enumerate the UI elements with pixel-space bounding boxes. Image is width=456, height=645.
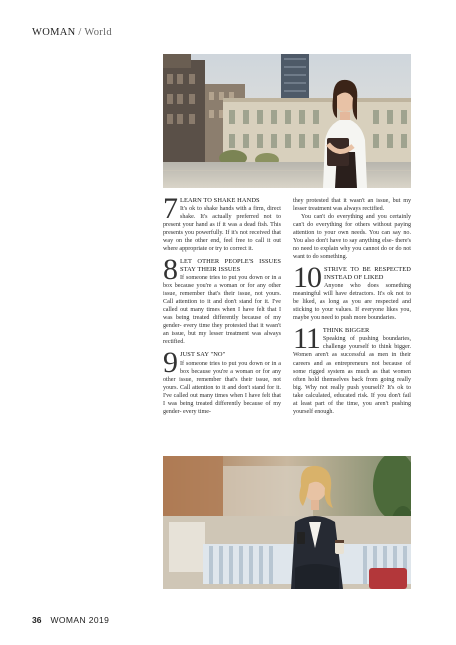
woman-bench-phone-photo [163, 456, 411, 589]
section-name: World [84, 27, 112, 38]
tip-9-continued [293, 197, 411, 261]
tip-heading: LEARN TO SHAKE HANDS [180, 197, 260, 204]
tip-8 [163, 253, 281, 346]
tip-10 [293, 261, 411, 322]
page-header [32, 27, 112, 38]
tip-11 [293, 322, 411, 416]
right-text-column [293, 197, 411, 421]
tip-number: 10 [293, 261, 321, 295]
tip-body: Speaking of pushing boundaries, challenge yourself to think bigger. Women aren't as successful as men in their careers and as entrepreneurs not because of some rigged system as much as that women often hold themselves back from going really big. Why not really push yourself? It's ok to take calculated, educated risk. If you don't fail at least part of the time, you aren't pushing yourself enough. [293, 336, 411, 415]
tip-body: they protested that it wasn't an issue, but my lesser treatment was always rectified. [293, 198, 411, 213]
tip-body: Anyone who does something meaningful will have detractors. It's ok not to be liked, as long as you are respected and sticking to your values. If everyone likes you, maybe you need to push more boundaries. [293, 283, 411, 322]
tip-heading: THINK BIGGER [322, 327, 370, 335]
page-number: 36 [32, 615, 42, 625]
tip-body: It's ok to shake hands with a firm, direct shake. It's actually preferred not to present your hand as if it was a dead fish. This presents you powerfully. If it's not received that way on the other end, feel free to call it out where appropriate or try to correct it. [163, 206, 281, 253]
tip-number: 11 [293, 322, 320, 356]
tip-body: If someone tries to put you down or in a box because you're a woman or for any other issue, remember that's their issue, not yours. Call attention to it and don't stand for it. I've called out many times when I have felt that I was being treated differently because of my gender- every time- [163, 360, 281, 415]
page-footer [32, 615, 109, 625]
magazine-brand: WOMAN [32, 27, 76, 38]
tip-7 [163, 192, 281, 253]
tip-heading: STRIVE TO BE RESPECTED INSTEAD OF LIKED [324, 266, 411, 281]
left-text-column [163, 192, 281, 421]
tip-body: If someone tries to put you down or in a box because you're a woman or for any other issue, remember that's their issue, not yours. Call attention to it and don't stand for it. I've called out many times when I have felt that I was being treated differently because of my gender- every time they protested that it wasn't an issue, but my lesser treatment was always rectified. [163, 275, 281, 346]
tip-heading: JUST SAY "NO" [180, 351, 226, 359]
tip-number: 9 [163, 346, 177, 380]
tip-9 [163, 346, 281, 415]
businesswoman-city-photo [163, 54, 411, 188]
tip-number: 7 [163, 192, 177, 225]
tip-number: 8 [163, 253, 177, 287]
tip-heading: LET OTHER PEOPLE'S ISSUES STAY THEIR ISSUES [180, 258, 281, 273]
issue-title: WOMAN 2019 [50, 615, 110, 625]
header-separator: / [75, 27, 85, 38]
tip-body: You can't do everything and you certainly can't do everything for others without paying attention to your own needs. You can say no. You also don't have to say anything else- there's no need to explain why you cannot do or do not want to do something. [293, 214, 411, 261]
